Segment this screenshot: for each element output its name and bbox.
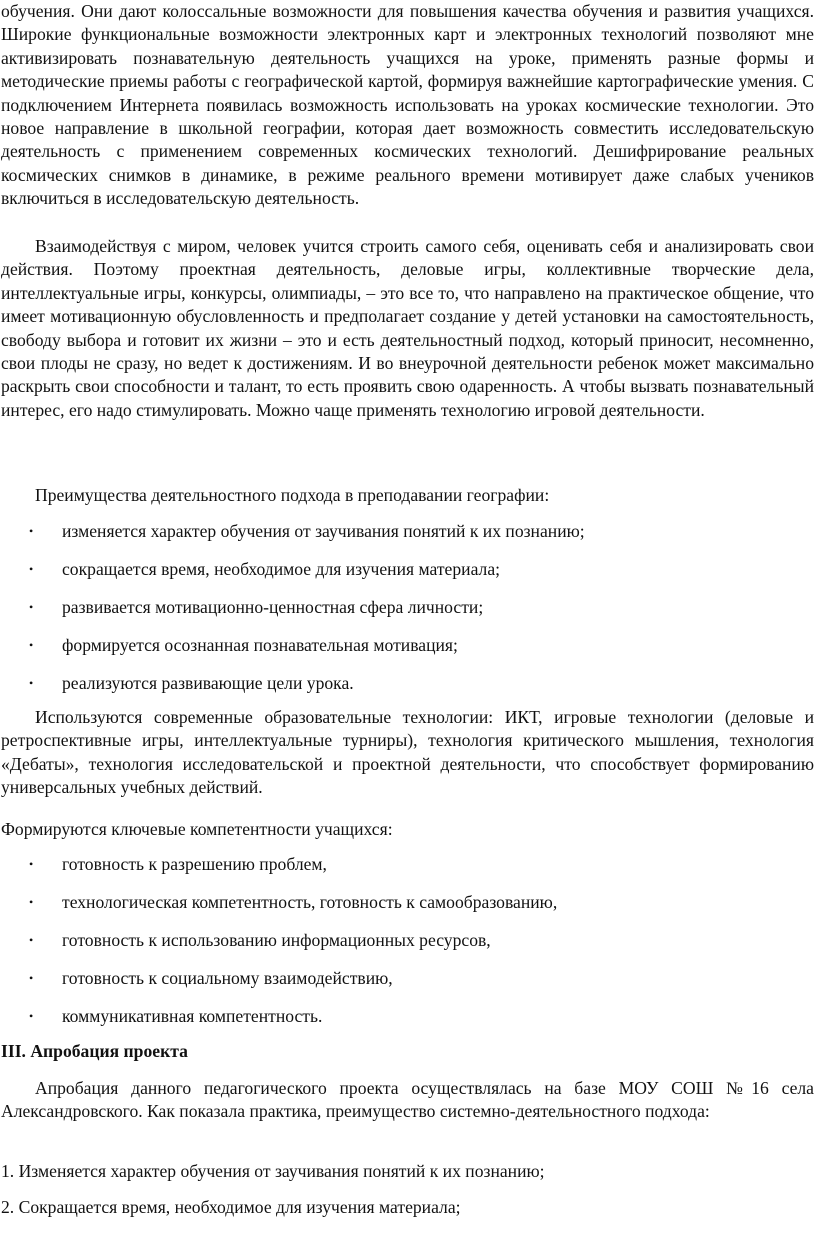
bullet-icon: • — [29, 895, 34, 909]
numbered-item-2: 2. Сокращается время, необходимое для изучения материала; — [1, 1197, 461, 1217]
numbered-item-1: 1. Изменяется характер обучения от заучивания понятий к их познанию; — [1, 1161, 545, 1181]
list-item: • формируется осознанная познавательная мотивация; — [29, 635, 458, 655]
bullet-icon: • — [29, 1009, 34, 1023]
bullet-icon: • — [29, 524, 34, 538]
paragraph-approbation: Апробация данного педагогического проекта осуществлялась на базе МОУ СОШ №16 села Александровского. Как показала практика, преимущество системно-деятельностного подхода: — [1, 1078, 814, 1122]
list-item: • технологическая компетентность, готовность к самообразованию, — [29, 892, 558, 912]
bullet-icon: • — [29, 562, 34, 576]
advantages-list — [0, 520, 814, 695]
bullet-icon: • — [29, 971, 34, 985]
section-title: III. Апробация проекта — [1, 1041, 188, 1061]
bullet-icon: • — [29, 638, 34, 652]
bullet-icon: • — [29, 857, 34, 871]
list-item: • сокращается время, необходимое для изучения материала; — [29, 559, 501, 579]
paragraph-interaction: Взаимодействуя с миром, человек учится строить самого себя, оценивать себя и анализировать свои действия. Поэтому проектная деятельность, деловые игры, коллективные творческие дела, интеллектуальные игры, конкурсы, олимпиады, – это все то, что направлено на практическое общение, что имеет мотивационную обусловленность и предполагает создание у детей установки на самостоятельность, свободу выбора и готовит их жизни – это и есть деятельностный подход, который приносит, несомненно, свои плоды не сразу, но ведет к достижениям. И во внеурочной деятельности ребенок может максимально раскрыть свои способности и талант, то есть проявить свою одаренность. А чтобы вызвать познавательный интерес, его надо стимулировать. Можно чаще применять технологию игровой деятельности. — [1, 236, 814, 420]
list-item: • коммуникативная компетентность. — [29, 1006, 323, 1026]
paragraph-technologies: Используются современные образовательные технологии: ИКТ, игровые технологии (деловые и ретроспективные игры, интеллектуальные турниры), технология критического мышления, технология «Дебаты», технология исследовательской и проектной деятельности, что способствует формированию универсальных учебных действий. — [1, 707, 814, 798]
list-item: • изменяется характер обучения от заучивания понятий к их познанию; — [29, 521, 585, 541]
paragraph-advantages-intro: Преимущества деятельностного подхода в преподавании географии: — [35, 485, 550, 505]
list-item: • готовность к разрешению проблем, — [29, 854, 327, 874]
competencies-list — [0, 853, 814, 1028]
bullet-icon: • — [29, 676, 34, 690]
list-item: • готовность к использованию информационных ресурсов, — [29, 930, 491, 950]
paragraph-competencies-intro: Формируются ключевые компетентности учащихся: — [1, 819, 393, 839]
bullet-icon: • — [29, 600, 34, 614]
list-item: • реализуются развивающие цели урока. — [29, 673, 354, 693]
list-item: • развивается мотивационно-ценностная сфера личности; — [29, 597, 484, 617]
list-item: • готовность к социальному взаимодействию, — [29, 968, 393, 988]
bullet-icon: • — [29, 933, 34, 947]
paragraph-intro-continued: обучения. Они дают колоссальные возможности для повышения качества обучения и развития учащихся. Широкие функциональные возможности электронных карт и электронных технологий позволяют мне активизировать познавательную деятельность учащихся на уроке, применять разные формы и методические приемы работы с географической картой, формируя важнейшие картографические умения. С подключением Интернета появилась возможность использовать на уроках космические технологии. Это новое направление в школьной географии, которая дает возможность совместить исследовательскую деятельность с применением современных космических технологий. Дешифрирование реальных космических снимков в динамике, в режиме реального времени мотивирует даже слабых учеников включиться в исследовательскую деятельность. — [1, 1, 814, 209]
